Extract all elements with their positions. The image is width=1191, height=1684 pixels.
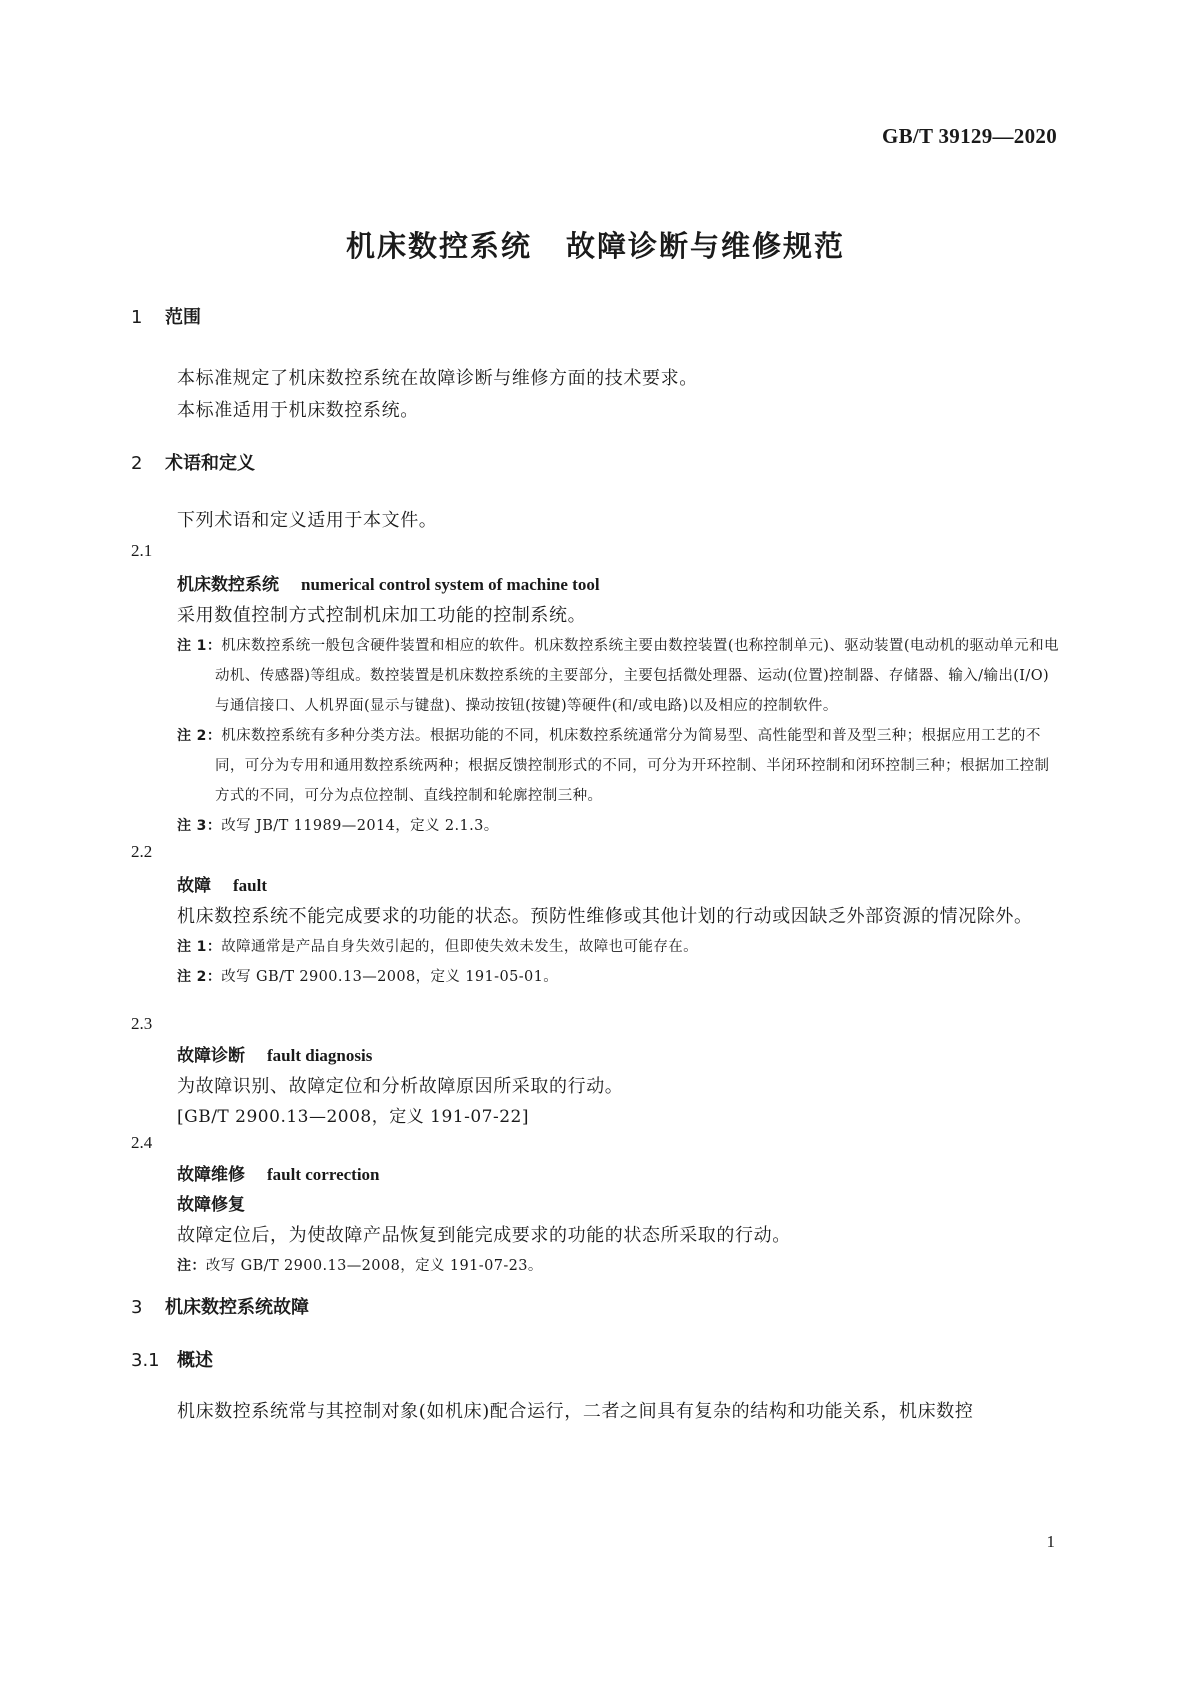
clause-number: 2.4 (131, 1133, 153, 1152)
term-cn: 故障 (177, 876, 211, 896)
term-cn: 故障维修 (177, 1165, 245, 1185)
term-cn: 机床数控系统 (177, 575, 279, 595)
term-heading (177, 1160, 1061, 1190)
term-source: [GB/T 2900.13—2008，定义 191-07-22] (177, 1107, 529, 1127)
section-title: 概述 (177, 1350, 213, 1371)
clause-number: 2.2 (131, 842, 153, 861)
note (177, 962, 1061, 992)
note (177, 811, 1061, 841)
section-3-1-heading (131, 1349, 1061, 1373)
document-title-part1: 机床数控系统 (345, 229, 532, 263)
term-2-2 (131, 839, 1061, 992)
note-text: 改写 GB/T 2900.13—2008，定义 191-07-23。 (205, 1258, 543, 1274)
term-en: fault diagnosis (267, 1046, 373, 1065)
section-title: 范围 (165, 307, 201, 328)
note-label: 注 2： (177, 969, 222, 985)
term-en: numerical control system of machine tool (301, 575, 600, 594)
term-en: fault (233, 876, 267, 895)
term-heading (177, 570, 1061, 600)
section-title: 机床数控系统故障 (165, 1297, 309, 1318)
note (177, 721, 1061, 811)
term-definition: 采用数值控制方式控制机床加工功能的控制系统。 (177, 605, 587, 626)
paragraph: 机床数控系统常与其控制对象(如机床)配合运行，二者之间具有复杂的结构和功能关系，机床数控 (177, 1401, 974, 1422)
note-text: 故障通常是产品自身失效引起的，但即使失效未发生，故障也可能存在。 (221, 939, 699, 955)
section-number: 3 (131, 1297, 143, 1318)
note-label: 注： (177, 1258, 206, 1274)
term-definition: 为故障识别、故障定位和分析故障原因所采取的行动。 (177, 1076, 624, 1097)
page-number: 1 (1046, 1532, 1055, 1551)
section-2-intro (131, 505, 1061, 537)
note-text: 改写 JB/T 11989—2014，定义 2.1.3。 (221, 818, 499, 834)
term-definition: 机床数控系统不能完成要求的功能的状态。预防性维修或其他计划的行动或因缺乏外部资源的情况除外。 (177, 906, 1033, 927)
term-2-1 (131, 538, 1061, 841)
paragraph: 下列术语和定义适用于本文件。 (177, 510, 438, 531)
note-text: 机床数控系统一般包含硬件装置和相应的软件。机床数控系统主要由数控装置(也称控制单元)、驱动装置(电动机的驱动单元和电动机、传感器)等组成。数控装置是机床数控系统的主要部分，主要包括微处理器、运动(位置)控制器、存储器、输入/输出(I/O)与通信接口、人机界面(显示与键盘)、操动按钮(按键)等硬件(和/或电路)以及相应的控制软件。 (215, 638, 1059, 714)
section-3-heading (131, 1296, 1061, 1320)
section-number: 2 (131, 453, 143, 474)
note (177, 932, 1061, 962)
note-text: 改写 GB/T 2900.13—2008，定义 191-05-01。 (221, 969, 559, 985)
paragraph: 本标准适用于机床数控系统。 (177, 400, 419, 421)
term-2-4 (131, 1130, 1061, 1281)
section-2-heading (131, 452, 1061, 476)
note (177, 631, 1061, 721)
note-text: 机床数控系统有多种分类方法。根据功能的不同，机床数控系统通常分为简易型、高性能型和普及型三种；根据应用工艺的不同，可分为专用和通用数控系统两种；根据反馈控制形式的不同，可分为开环控制、半闭环控制和闭环控制三种；根据加工控制方式的不同，可分为点位控制、直线控制和轮廓控制三种。 (215, 728, 1050, 804)
note-label: 注 3： (177, 818, 222, 834)
document-title-part2: 故障诊断与维修规范 (566, 229, 846, 263)
note-label: 注 2： (177, 728, 222, 744)
term-heading (177, 1041, 1061, 1071)
standard-number: GB/T 39129—2020 (881, 124, 1057, 148)
clause-number: 2.1 (131, 541, 153, 560)
note (177, 1251, 1061, 1281)
document-title (0, 224, 1191, 265)
term-en: fault correction (267, 1165, 380, 1184)
section-title: 术语和定义 (165, 453, 255, 474)
term-cn: 故障诊断 (177, 1046, 245, 1066)
section-1-body (131, 363, 1061, 427)
section-3-1-body (131, 1396, 1061, 1428)
term-2-3 (131, 1011, 1061, 1133)
section-number: 3.1 (131, 1350, 160, 1371)
term-synonym: 故障修复 (177, 1195, 245, 1215)
note-label: 注 1： (177, 638, 222, 654)
clause-number: 2.3 (131, 1014, 153, 1033)
term-definition: 故障定位后，为使故障产品恢复到能完成要求的功能的状态所采取的行动。 (177, 1225, 791, 1246)
paragraph: 本标准规定了机床数控系统在故障诊断与维修方面的技术要求。 (177, 368, 698, 389)
section-number: 1 (131, 307, 143, 328)
section-1-heading (131, 306, 1061, 330)
note-label: 注 1： (177, 939, 222, 955)
term-heading (177, 871, 1061, 901)
